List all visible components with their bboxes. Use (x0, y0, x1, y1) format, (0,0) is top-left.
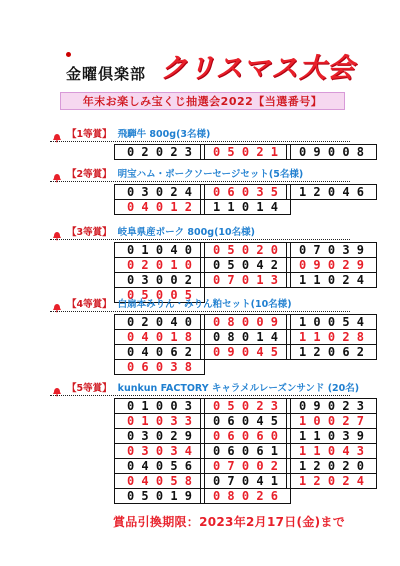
winning-number: 0 5 0 0 5 (114, 287, 205, 303)
winning-number: 1 1 0 2 4 (286, 272, 377, 288)
winning-number: 0 7 0 3 9 (286, 242, 377, 258)
winning-number: 1 1 0 2 8 (286, 329, 377, 345)
bell-icon (52, 298, 62, 308)
bell-icon (52, 226, 62, 236)
winning-number: 0 1 0 4 0 (114, 242, 205, 258)
winning-number: 0 2 0 4 0 (114, 314, 205, 330)
winning-number: 0 6 0 3 5 (200, 184, 291, 200)
prize-name: 飛騨牛 800g(3名様) (117, 129, 211, 140)
winning-number: 0 9 0 2 9 (286, 257, 377, 273)
prize-name: 白扇本みりん・みりん粕セット(10名様) (117, 299, 292, 310)
winning-number: 1 2 0 6 2 (286, 344, 377, 360)
winning-number: 0 9 0 4 5 (200, 344, 291, 360)
prize-heading (52, 224, 255, 238)
prize-rank: 【5等賞】 (67, 383, 112, 394)
winning-number: 0 4 0 5 6 (114, 458, 205, 474)
prize-name: 明宝ハム・ポークソーセージセット(5名様) (117, 169, 304, 180)
winning-number: 0 2 0 2 3 (114, 144, 205, 160)
winning-number: 0 7 0 1 3 (200, 272, 291, 288)
event-title: クリスマス大会 (160, 53, 355, 84)
winning-number: 0 1 0 0 3 (114, 398, 205, 414)
bell-icon (52, 382, 62, 392)
lottery-banner: 年末お楽しみ宝くじ抽選会2022【当選番号】 (60, 92, 345, 110)
prize-heading (52, 166, 303, 180)
redemption-deadline: 賞品引換期限：2023年2月17日(金)まで (113, 515, 346, 529)
winning-number: 1 0 0 2 7 (286, 413, 377, 429)
prize-name: 岐阜県産ポーク 800g(10名様) (117, 227, 255, 238)
winning-number: 1 1 0 1 4 (200, 199, 291, 215)
winning-number: 1 2 0 4 6 (286, 184, 377, 200)
winning-number: 0 6 0 4 5 (200, 413, 291, 429)
winning-number: 0 8 0 1 4 (200, 329, 291, 345)
winning-number: 0 5 0 2 3 (200, 398, 291, 414)
winning-number: 0 5 0 2 0 (200, 242, 291, 258)
winning-number: 0 7 0 4 1 (200, 473, 291, 489)
logo-mark-icon (66, 52, 71, 57)
winning-number: 0 8 0 2 6 (200, 488, 291, 504)
winning-number: 0 9 0 0 8 (286, 144, 377, 160)
prize-rank: 【3等賞】 (67, 227, 112, 238)
winning-number: 0 9 0 2 3 (286, 398, 377, 414)
winning-number: 0 8 0 0 9 (200, 314, 291, 330)
prize-heading (52, 126, 210, 140)
section-underline (50, 181, 350, 182)
winning-number: 0 1 0 3 3 (114, 413, 205, 429)
winning-number: 0 4 0 1 8 (114, 329, 205, 345)
section-underline (50, 395, 350, 396)
winning-number: 0 2 0 1 0 (114, 257, 205, 273)
winning-number: 0 6 0 6 0 (200, 428, 291, 444)
winning-number: 0 7 0 0 2 (200, 458, 291, 474)
bell-icon (52, 128, 62, 138)
winning-number: 1 1 0 3 9 (286, 428, 377, 444)
club-logo (66, 52, 88, 58)
prize-rank: 【1等賞】 (67, 129, 112, 140)
winning-number: 0 3 0 2 4 (114, 184, 205, 200)
winning-number: 0 4 0 5 8 (114, 473, 205, 489)
prize-heading (52, 296, 292, 310)
prize-rank: 【4等賞】 (67, 299, 112, 310)
section-underline (50, 239, 350, 240)
winning-number: 0 5 0 4 2 (200, 257, 291, 273)
winning-number: 0 5 0 1 9 (114, 488, 205, 504)
winning-number: 0 4 0 6 2 (114, 344, 205, 360)
winning-number: 0 3 0 2 9 (114, 428, 205, 444)
winning-number: 1 0 0 5 4 (286, 314, 377, 330)
winning-number: 0 5 0 2 1 (200, 144, 291, 160)
winning-number: 0 6 0 6 1 (200, 443, 291, 459)
section-underline (50, 311, 350, 312)
club-name: 金曜倶楽部 (66, 65, 147, 83)
winning-number: 1 1 0 4 3 (286, 443, 377, 459)
prize-heading (52, 380, 359, 394)
winning-number: 0 4 0 1 2 (114, 199, 205, 215)
winning-number: 0 3 0 0 2 (114, 272, 205, 288)
prize-rank: 【2等賞】 (67, 169, 112, 180)
winning-number: 1 2 0 2 0 (286, 458, 377, 474)
winning-number: 0 6 0 3 8 (114, 359, 205, 375)
winning-number: 1 2 0 2 4 (286, 473, 377, 489)
bell-icon (52, 168, 62, 178)
prize-name: kunkun FACTORY キャラメルレーズンサンド (20名) (117, 383, 360, 394)
winning-number: 0 3 0 3 4 (114, 443, 205, 459)
section-underline (50, 141, 350, 142)
